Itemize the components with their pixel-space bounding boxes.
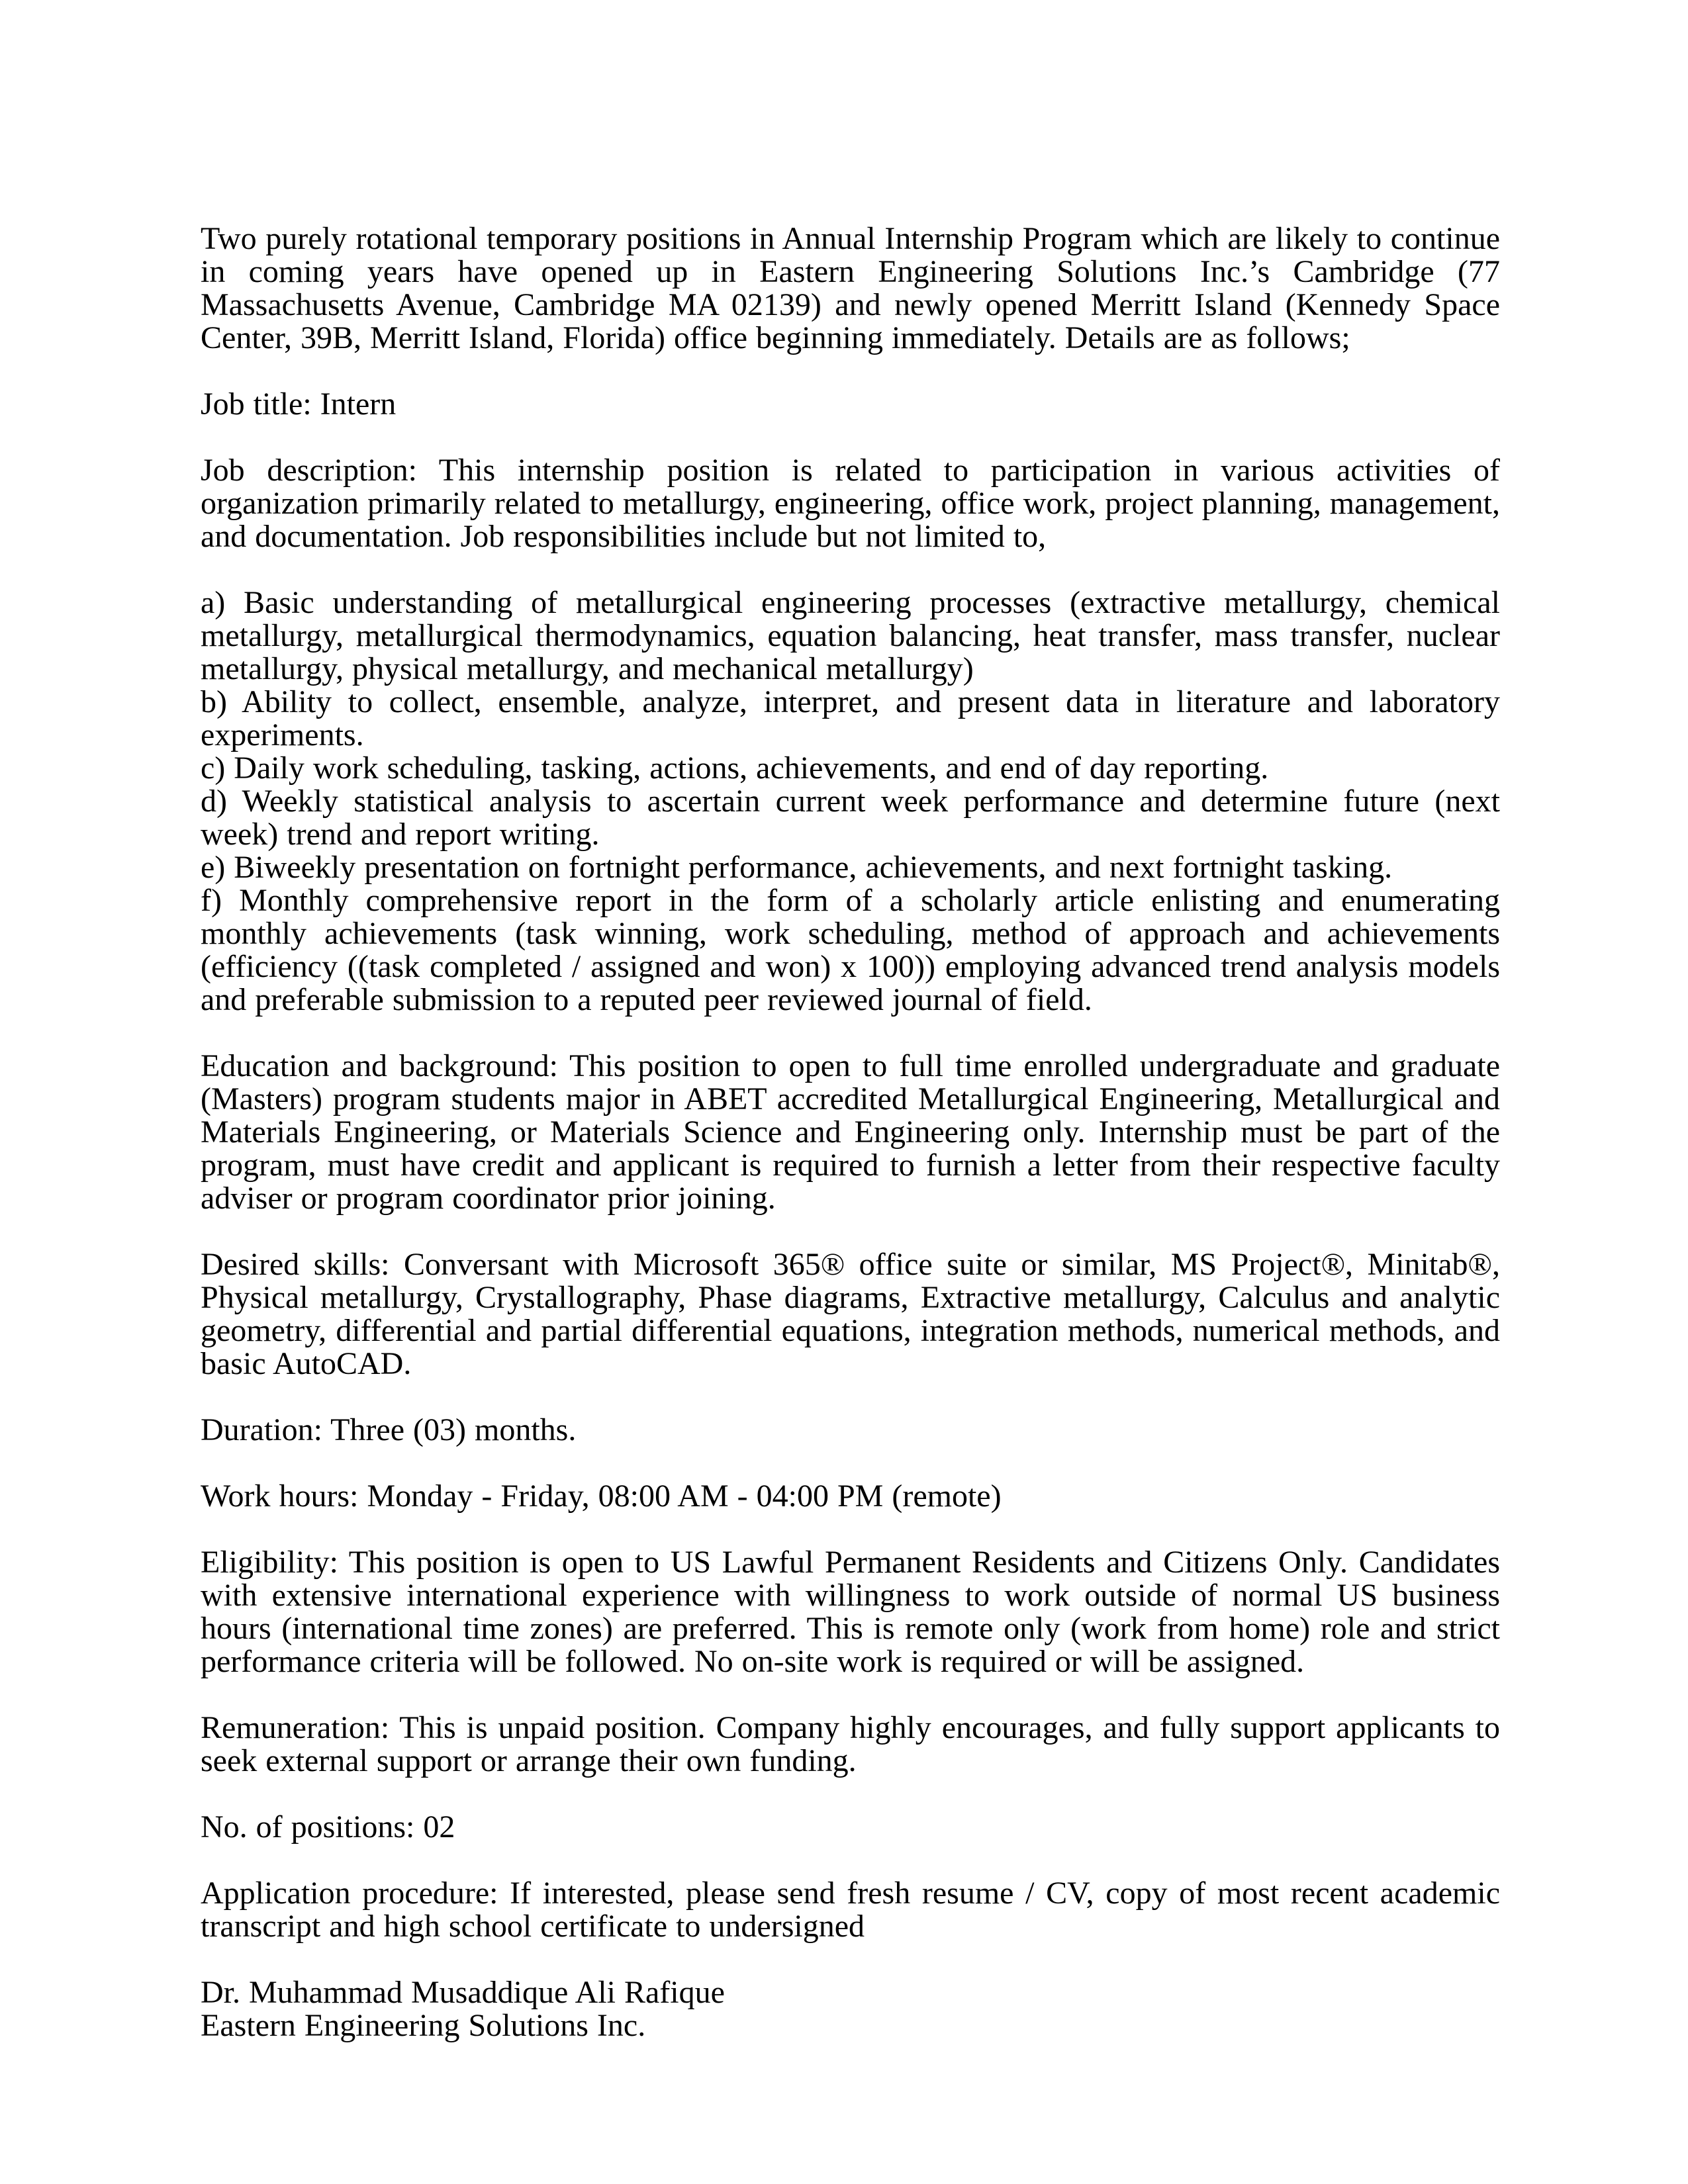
document-page [201, 222, 1500, 2042]
remuneration-paragraph: Remuneration: This is unpaid position. Company highly encourages, and fully support applicants to seek external support or arrange their own funding. [201, 1710, 1500, 1778]
responsibility-item-e: e) Biweekly presentation on fortnight performance, achievements, and next fortnight tasking. [201, 850, 1393, 885]
job-description-paragraph: Job description: This internship position is related to participation in various activities of organization primarily related to metallurgy, engineering, office work, project planning, management, and documentation. Job responsibilities include but not limited to, [201, 453, 1500, 554]
desired-skills-paragraph: Desired skills: Conversant with Microsoft 365® office suite or similar, MS Project®, Minitab®, Physical metallurgy, Crystallography, Phase diagrams, Extractive metallurgy, Calculus and analytic geometry, differential and partial differential equations, integration methods, numerical methods, and basic AutoCAD. [201, 1247, 1500, 1381]
responsibility-item-a: a) Basic understanding of metallurgical engineering processes (extractive metallurgy, chemical metallurgy, metallurgical thermodynamics, equation balancing, heat transfer, mass transfer, nuclear metallurgy, physical metallurgy, and mechanical metallurgy) [201, 585, 1500, 686]
job-title-line: Job title: Intern [201, 387, 397, 422]
eligibility-paragraph: Eligibility: This position is open to US Lawful Permanent Residents and Citizens Only. Candidates with extensive international experience with willingness to work outside of normal US business hours (international time zones) are preferred. This is remote only (work from home) role and strict performance criteria will be followed. No on-site work is required or will be assigned. [201, 1545, 1500, 1679]
positions-line: No. of positions: 02 [201, 1809, 455, 1844]
application-paragraph: Application procedure: If interested, please send fresh resume / CV, copy of most recent academic transcript and high school certificate to undersigned [201, 1876, 1500, 1944]
intro-paragraph: Two purely rotational temporary positions in Annual Internship Program which are likely to continue in coming years have opened up in Eastern Engineering Solutions Inc.’s Cambridge (77 Massachusetts Avenue, Cambridge MA 02139) and newly opened Merritt Island (Kennedy Space Center, 39B, Merritt Island, Florida) office beginning immediately. Details are as follows; [201, 221, 1500, 355]
education-paragraph: Education and background: This position to open to full time enrolled undergraduate and graduate (Masters) program students major in ABET accredited Metallurgical Engineering, Metallurgical and Materials Engineering, or Materials Science and Engineering only. Internship must be part of the program, must have credit and applicant is required to furnish a letter from their respective faculty adviser or program coordinator prior joining. [201, 1048, 1500, 1216]
signature-company: Eastern Engineering Solutions Inc. [201, 2008, 646, 2043]
work-hours-line: Work hours: Monday - Friday, 08:00 AM - 04:00 PM (remote) [201, 1479, 1002, 1514]
signature-name: Dr. Muhammad Musaddique Ali Rafique [201, 1975, 725, 2010]
responsibility-item-c: c) Daily work scheduling, tasking, actions, achievements, and end of day reporting. [201, 751, 1269, 786]
responsibility-item-b: b) Ability to collect, ensemble, analyze, interpret, and present data in literature and laboratory experiments. [201, 684, 1500, 752]
duration-line: Duration: Three (03) months. [201, 1412, 577, 1447]
responsibility-item-f: f) Monthly comprehensive report in the form of a scholarly article enlisting and enumerating monthly achievements (task winning, work scheduling, method of approach and achievements (efficiency ((task completed / assigned and won) x 100)) employing advanced trend analysis models and preferable submission to a reputed peer reviewed journal of field. [201, 883, 1500, 1017]
responsibility-item-d: d) Weekly statistical analysis to ascertain current week performance and determine future (next week) trend and report writing. [201, 784, 1500, 852]
